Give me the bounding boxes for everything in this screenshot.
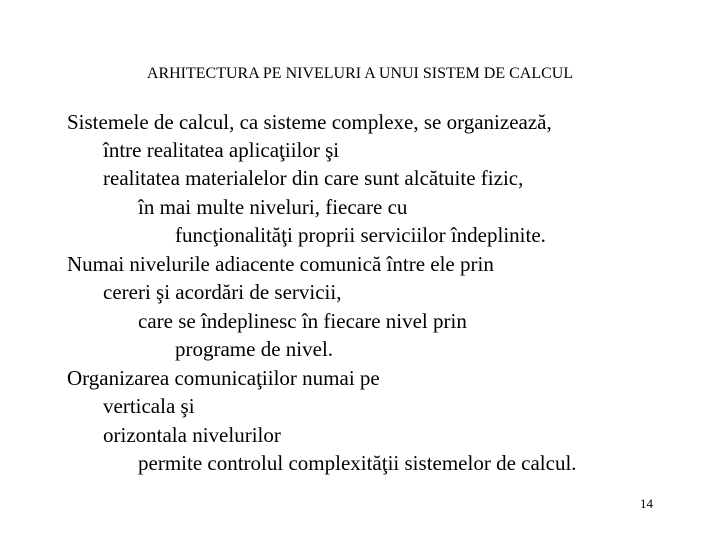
body-line: permite controlul complexităţii sistemelor de calcul.	[138, 451, 577, 475]
body-line: între realitatea aplicaţiilor şi	[103, 138, 340, 162]
body-line: cereri şi acordări de servicii,	[103, 280, 342, 304]
page-number: 14	[640, 496, 653, 511]
body-line: funcţionalităţi proprii serviciilor îndeplinite.	[175, 223, 546, 247]
body-line: în mai multe niveluri, fiecare cu	[138, 195, 408, 219]
body-line: programe de nivel.	[175, 337, 334, 361]
body-line: realitatea materialelor din care sunt alcătuite fizic,	[103, 166, 524, 190]
body-line: Numai nivelurile adiacente comunică între ele prin	[67, 252, 494, 276]
body-line: orizontala nivelurilor	[103, 423, 281, 447]
slide-title: ARHITECTURA PE NIVELURI A UNUI SISTEM DE CALCUL	[146, 65, 574, 82]
body-line: Organizarea comunicaţiilor numai pe	[67, 366, 380, 390]
body-line: verticala şi	[103, 394, 195, 418]
body-line: care se îndeplinesc în fiecare nivel prin	[138, 309, 467, 333]
body-line: Sistemele de calcul, ca sisteme complexe, se organizează,	[67, 110, 552, 134]
